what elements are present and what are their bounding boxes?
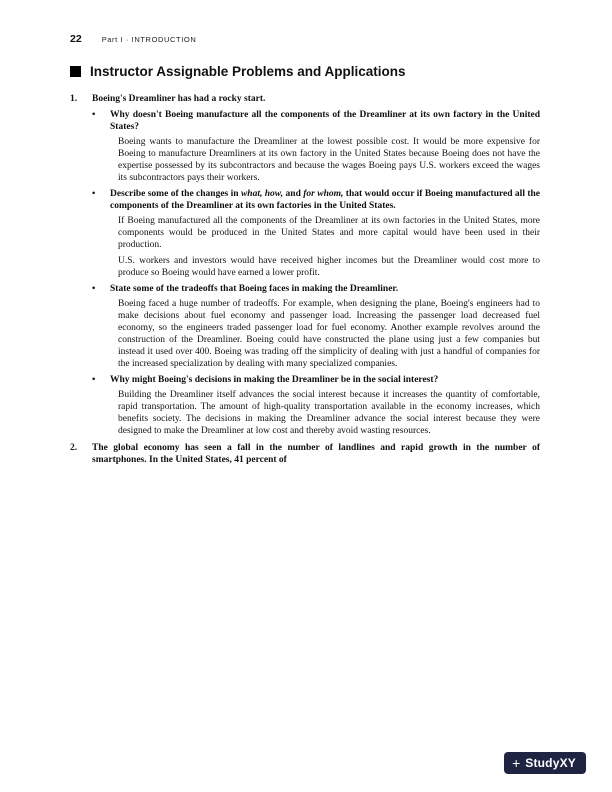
section-marker-icon <box>70 66 81 77</box>
studyxy-logo <box>504 752 586 774</box>
plus-icon: + <box>512 754 521 771</box>
question-text: Describe some of the changes in what, how, and for whom, that would occur if Boeing manufactured all the components of the Dreamliner at its own factories in the United States. <box>110 189 541 211</box>
bullet-icon: • <box>92 375 96 385</box>
problem-statement: Boeing's Dreamliner has had a rocky start. <box>92 94 266 104</box>
page-header <box>70 33 540 45</box>
question-row <box>92 283 540 295</box>
question-text: Why might Boeing's decisions in making the Dreamliner be in the social interest? <box>110 375 439 385</box>
problem-body <box>92 442 540 466</box>
running-title: Part I · INTRODUCTION <box>101 35 197 44</box>
question-text: State some of the tradeoffs that Boeing faces in making the Dreamliner. <box>110 284 399 294</box>
brand-text: StudyXY <box>525 756 576 770</box>
question-block-4 <box>92 374 540 437</box>
question-row <box>92 374 540 386</box>
section-heading <box>70 64 540 79</box>
question-block-1 <box>92 109 540 184</box>
question-row <box>92 188 540 212</box>
problem-number: 2. <box>70 443 78 453</box>
problem-body <box>92 93 540 437</box>
problem-statement: The global economy has seen a fall in the number of landlines and rapid growth in the number of smartphones. In the United States, 41 percent of <box>92 443 540 465</box>
answer-paragraph: Boeing wants to manufacture the Dreamliner at the lowest possible cost. It would be more expensive for Boeing to manufacture Dreamliners at its own factory in the United States because Boeing does not have the expertise possessed by its subcontractors and because the wages Boeing pays U.S. workers exceed the wages its subcontractors pays their workers. <box>118 137 540 183</box>
question-text: Why doesn't Boeing manufacture all the components of the Dreamliner at its own factory in the United States? <box>110 110 540 132</box>
page-number: 22 <box>70 33 82 45</box>
problem-number: 1. <box>70 94 78 104</box>
answer-paragraph: U.S. workers and investors would have received higher incomes but the Dreamliner would cost more to produce so Boeing would have earned a lower profit. <box>118 256 540 278</box>
answer-paragraph: Boeing faced a huge number of tradeoffs. For example, when designing the plane, Boeing's engineers had to make decisions about fuel economy and passenger load. Increasing the passenger load decreased fuel economy, so the engineers traded passenger load for fuel economy. Another example revolves around the construction of the Dreamliner. Boeing could have constructed the plane using just a few companies but instead it used over 400. Boeing was trading off the simplicity of dealing with just a handful of companies for the increased specialization by dealing with many specialized companies. <box>118 299 540 369</box>
bullet-icon: • <box>92 284 96 294</box>
question-block-2 <box>92 188 540 279</box>
question-block-3 <box>92 283 540 370</box>
problem-item-2 <box>70 442 540 466</box>
answer-paragraph: If Boeing manufactured all the components of the Dreamliner at its own factories in the United States, more components would be produced in the United States and more capital would have been used in their production. <box>118 216 540 250</box>
question-row <box>92 109 540 133</box>
section-title: Instructor Assignable Problems and Applications <box>90 64 406 79</box>
page-content <box>70 64 540 471</box>
answer-paragraph: Building the Dreamliner itself advances the social interest because it increases the quantity of comfortable, rapid transportation. The amount of high-quality transportation available in the economy increases, which benefits society. The decisions in making the Dreamliner advance the social interest because they were designed to make the Dreamliner at low cost and thereby avoid wasting resources. <box>118 390 540 436</box>
problem-item-1 <box>70 93 540 437</box>
bullet-icon: • <box>92 110 96 120</box>
problems-list <box>70 93 540 466</box>
bullet-icon: • <box>92 189 96 199</box>
